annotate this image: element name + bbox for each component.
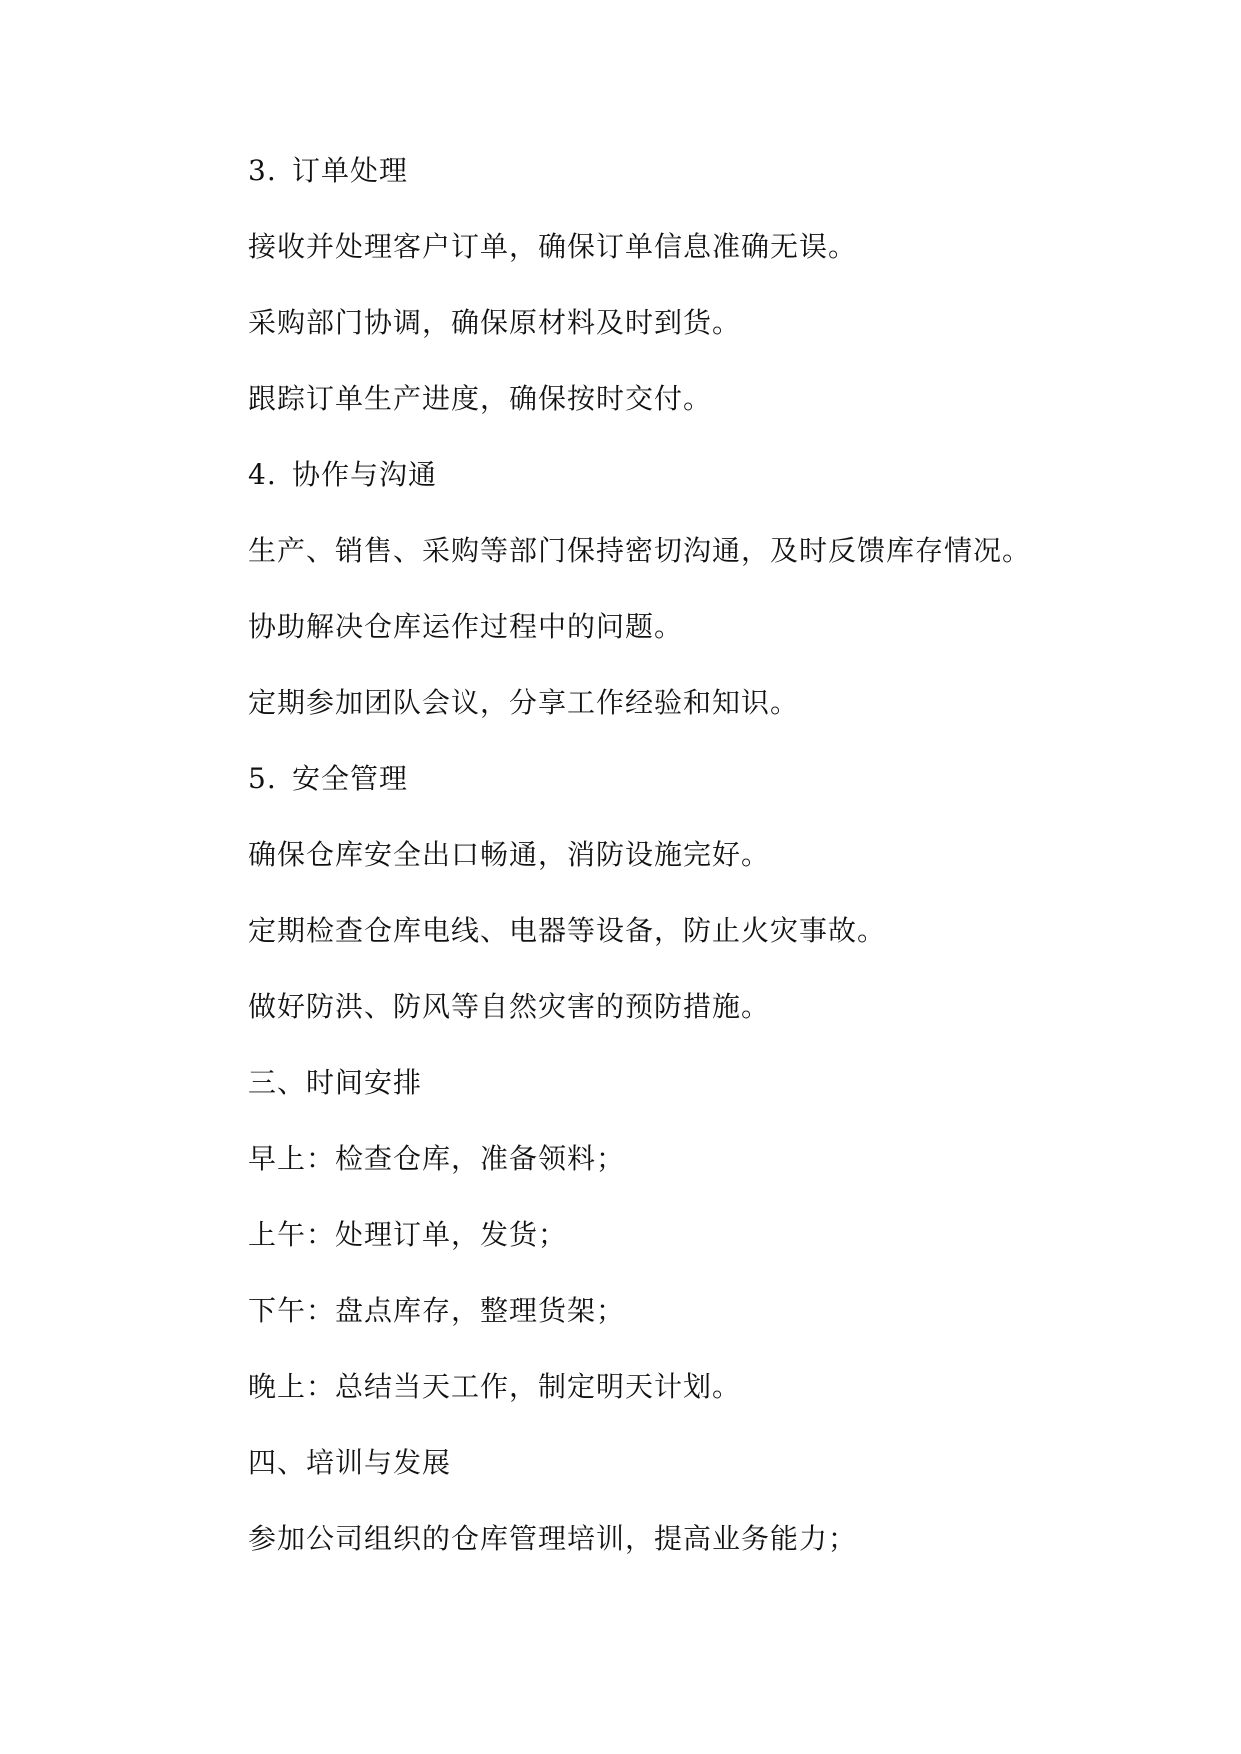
paragraph: 参加公司组织的仓库管理培训，提高业务能力； <box>248 1522 858 1555</box>
paragraph: 定期参加团队会议，分享工作经验和知识。 <box>248 686 800 719</box>
subsection-heading <box>248 452 1148 528</box>
paragraph: 定期检查仓库电线、电器等设备，防止火灾事故。 <box>248 914 887 947</box>
paragraph: 做好防洪、防风等自然灾害的预防措施。 <box>248 990 771 1023</box>
schedule-item: 下午：盘点库存，整理货架； <box>248 1294 626 1327</box>
heading-number: 5. <box>248 762 277 795</box>
subsection-heading <box>248 148 1148 224</box>
paragraph: 接收并处理客户订单，确保订单信息准确无误。 <box>248 230 858 263</box>
schedule-item: 上午：处理订单，发货； <box>248 1218 568 1251</box>
paragraph: 采购部门协调，确保原材料及时到货。 <box>248 306 742 339</box>
subsection-heading <box>248 756 1148 832</box>
paragraph: 跟踪订单生产进度，确保按时交付。 <box>248 382 713 415</box>
heading-text: 订单处理 <box>292 154 409 187</box>
schedule-item: 晚上：总结当天工作，制定明天计划。 <box>248 1370 742 1403</box>
heading-number: 3. <box>248 154 277 187</box>
paragraph: 确保仓库安全出口畅通，消防设施完好。 <box>248 838 771 871</box>
document-body <box>248 148 1148 1592</box>
section-heading: 三、时间安排 <box>248 1066 423 1099</box>
heading-text: 协作与沟通 <box>292 458 438 491</box>
schedule-item: 早上：检查仓库，准备领料； <box>248 1142 626 1175</box>
heading-number: 4. <box>248 458 277 491</box>
paragraph: 生产、销售、采购等部门保持密切沟通，及时反馈库存情况。 <box>248 534 1032 567</box>
section-heading: 四、培训与发展 <box>248 1446 452 1479</box>
heading-text: 安全管理 <box>292 762 409 795</box>
paragraph: 协助解决仓库运作过程中的问题。 <box>248 610 684 643</box>
